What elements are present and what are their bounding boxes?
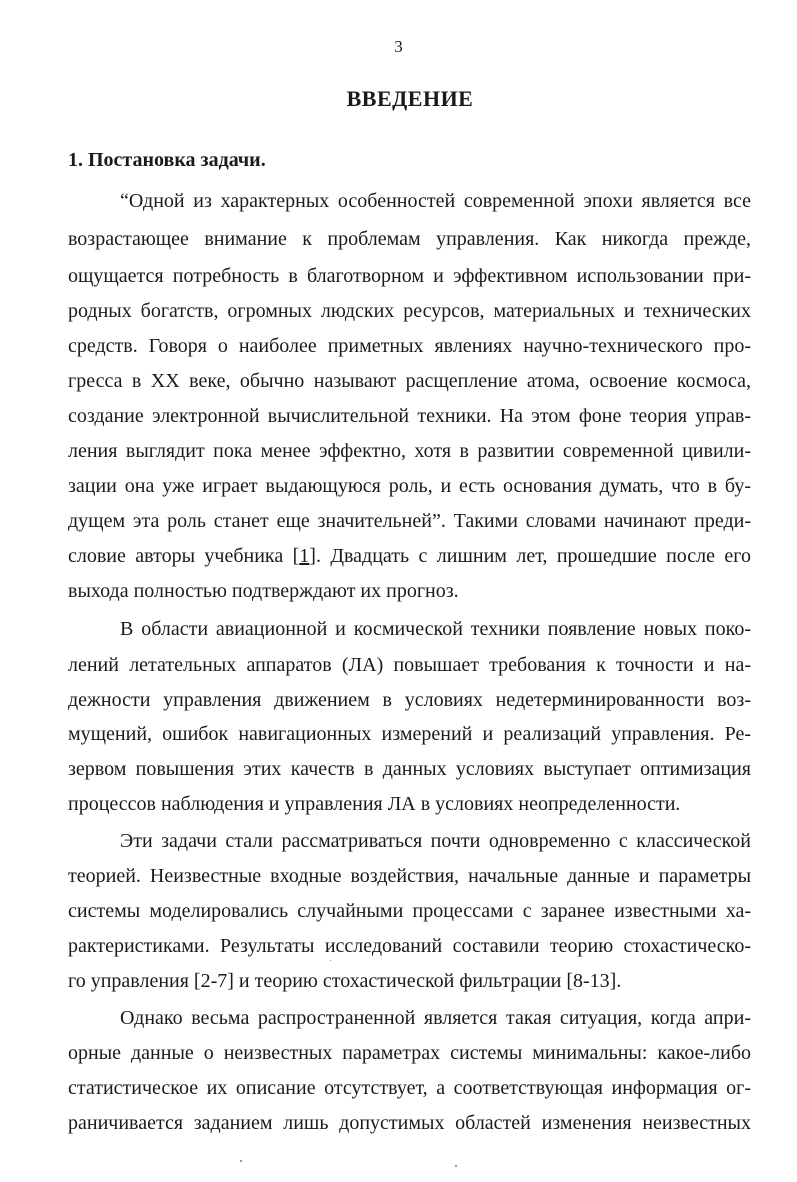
paragraph-4-line-2: орные данные о неизвестных параметрах системы минимальны: какое-либо [68, 1042, 751, 1064]
paragraph-2-line-4: мущений, ошибок навигационных измерений и реализаций управления. Ре- [68, 723, 751, 745]
paragraph-3-line-1: Эти задачи стали рассматриваться почти одновременно с классической [120, 830, 751, 852]
scan-speck [455, 1165, 457, 1167]
paragraph-3-line-4: рактеристиками. Результаты исследований составили теорию стохастическо- [68, 935, 751, 957]
paragraph-3-line-5: го управления [2-7] и теорию стохастической фильтрации [8-13]. [68, 970, 622, 992]
paragraph-2-line-6: процессов наблюдения и управления ЛА в условиях неопределенности. [68, 793, 681, 815]
paragraph-3-line-2: теорией. Неизвестные входные воздействия, начальные данные и параметры [68, 865, 751, 887]
paragraph-2-line-1: В области авиационной и космической техники появление новых поко- [120, 618, 751, 640]
paragraph-3-line-3: системы моделировались случайными процессами с заранее известными ха- [68, 900, 751, 922]
paragraph-1-line-3: ощущается потребность в благотворном и эффективном использовании при- [68, 265, 751, 287]
paragraph-1-line-10: дущем эта роль станет еще значительней”. Такими словами начинают преди- [68, 510, 751, 532]
paragraph-1-line-1: “Одной из характерных особенностей современной эпохи является все [120, 190, 751, 212]
paragraph-4-line-3: статистическое их описание отсутствует, а соответствующая информация ог- [68, 1077, 751, 1099]
page-title: ВВЕДЕНИЕ [346, 86, 474, 111]
section-heading: 1. Постановка задачи. [68, 149, 266, 171]
paragraph-1-line-9: зации она уже играет выдающуюся роль, и есть основания думать, что в бу- [68, 475, 751, 497]
reference-1: 1 [299, 545, 310, 567]
paragraph-2-line-5: зервом повышения этих качеств в данных условиях выступает оптимизация [68, 758, 751, 780]
paragraph-4-line-1: Однако весьма распространенной является такая ситуация, когда апри- [120, 1007, 751, 1029]
paragraph-1-line-12: выхода полностью подтверждают их прогноз. [68, 580, 459, 602]
scan-speck [240, 1160, 242, 1162]
line-11-before-ref: словие авторы учебника [ [68, 545, 300, 567]
paragraph-1-line-2: возрастающее внимание к проблемам управления. Как никогда прежде, [68, 228, 751, 250]
paragraph-1-line-11 [68, 544, 751, 568]
scan-speck [330, 960, 331, 961]
paragraph-1-line-4: родных богатств, огромных людских ресурсов, материальных и технических [68, 300, 751, 322]
paragraph-1-line-7: создание электронной вычислительной техники. На этом фоне теория управ- [68, 405, 751, 427]
page-number: 3 [394, 37, 403, 56]
paragraph-1-line-8: ления выглядит пока менее эффектно, хотя в развитии современной цивили- [68, 440, 751, 462]
paragraph-4-line-4: раничивается заданием лишь допустимых областей изменения неизвестных [68, 1112, 751, 1134]
paragraph-1-line-5: средств. Говоря о наиболее приметных явлениях научно-технического про- [68, 335, 751, 357]
line-11-after-ref: ]. Двадцать с лишним лет, прошедшие после его [309, 545, 752, 567]
paragraph-1-line-6: гресса в XX веке, обычно называют расщепление атома, освоение космоса, [68, 370, 751, 392]
paragraph-2-line-2: лений летательных аппаратов (ЛА) повышает требования к точности и на- [68, 654, 751, 676]
paragraph-2-line-3: дежности управления движением в условиях недетерминированности воз- [68, 689, 751, 711]
